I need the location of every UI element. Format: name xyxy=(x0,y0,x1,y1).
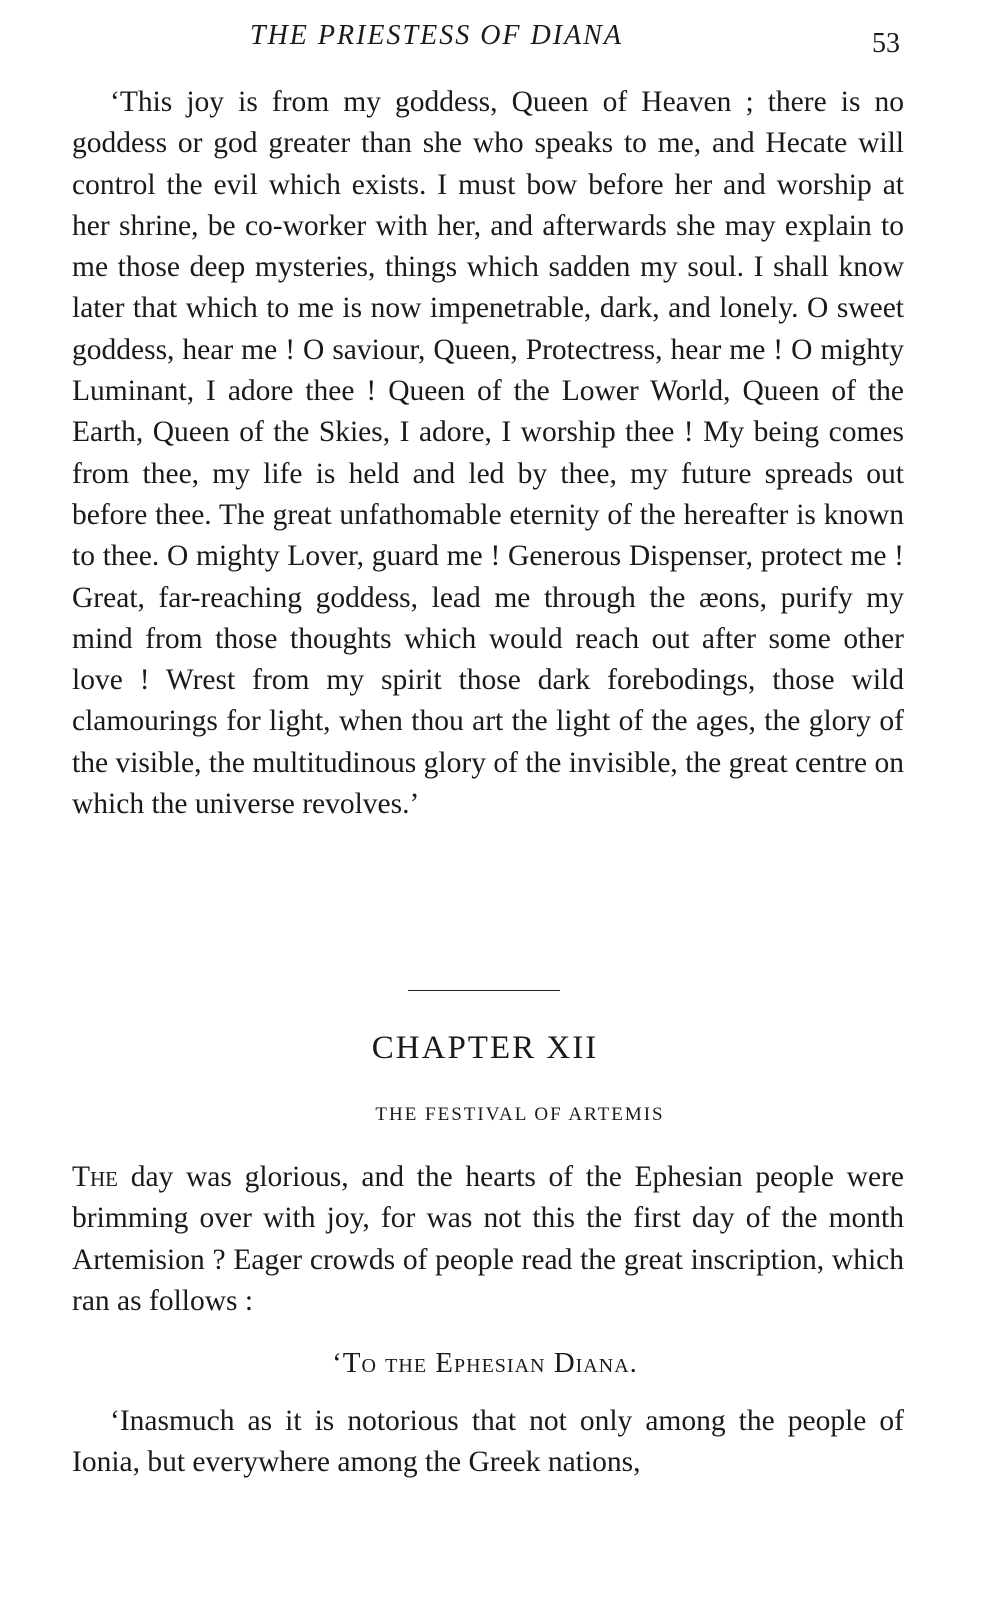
chapter-opening-paragraph xyxy=(72,1157,904,1322)
chapter-title: THE FESTIVAL OF ARTEMIS xyxy=(375,1104,665,1125)
section-divider xyxy=(408,990,560,991)
continued-passage-text: ‘This joy is from my goddess, Queen of Heaven ; there is no goddess or god greater than she who speaks to me, and Hecate will control the evil which exists. I must bow before her and worship at her shrine, be co-worker with her, and afterwards she may explain to me those deep mysteries, things which sadden my soul. I shall know later that which to me is now impenetrable, dark, and lonely. O sweet goddess, hear me ! O saviour, Queen, Protectress, hear me ! O mighty Luminant, I adore thee ! Queen of the Lower World, Queen of the Earth, Queen of the Skies, I adore, I worship thee ! My being comes from thee, my life is held and led by thee, my future spreads out before thee. The great unfathomable eternity of the hereafter is known to thee. O mighty Lover, guard me ! Generous Dispenser, protect me ! Great, far-reaching goddess, lead me through the æons, purify my mind from those thoughts which would reach out after some other love ! Wrest from my spirit those dark forebodings, those wild clamourings for light, when thou art the light of the ages, the glory of the visible, the multitudinous glory of the invisible, the great centre on which the universe revolves.’ xyxy=(72,86,904,821)
inscription-text: ‘Inasmuch as it is notorious that not only among the people of Ionia, but everywhere among the Greek nations, xyxy=(72,1405,904,1479)
inscription-paragraph xyxy=(72,1401,904,1484)
chapter-opening-text: day was glorious, and the hearts of the Ephesian people were brimming over with joy, for was not this the first day of the month Artemision ? Eager crowds of people read the great inscription, which ran as follows : xyxy=(72,1161,904,1317)
continued-passage xyxy=(72,82,904,825)
opening-word: The xyxy=(72,1161,119,1193)
running-title: THE PRIESTESS OF DIANA xyxy=(250,20,623,51)
page-number: 53 xyxy=(872,28,900,59)
chapter-number: CHAPTER XII xyxy=(371,1030,599,1066)
inscription-heading: ‘To the Ephesian Diana. xyxy=(332,1347,638,1379)
